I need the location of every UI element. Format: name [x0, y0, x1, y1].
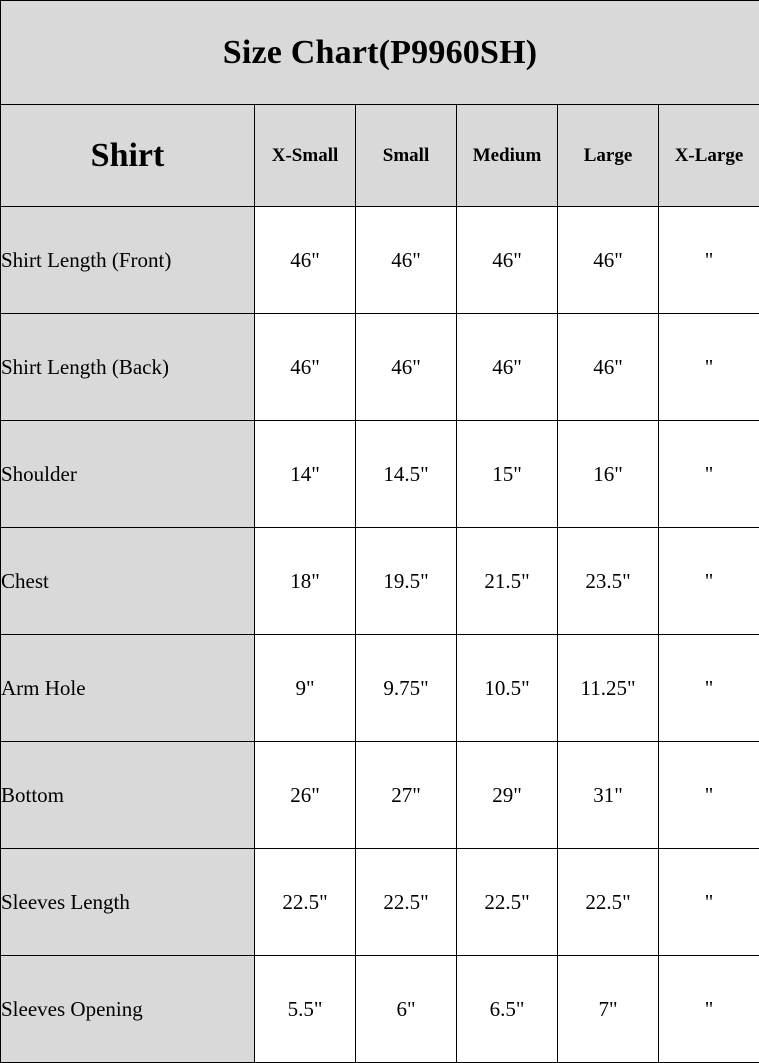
cell-value: 46"	[255, 207, 356, 314]
table-row	[1, 849, 759, 956]
cell-value: 6.5"	[457, 956, 558, 1063]
cell-value: 9.75"	[356, 635, 457, 742]
column-header-small: Small	[356, 105, 457, 207]
cell-value: 21.5"	[457, 528, 558, 635]
table-row	[1, 314, 759, 421]
table-row	[1, 528, 759, 635]
cell-value: 46"	[558, 314, 659, 421]
cell-value: "	[659, 314, 759, 421]
row-label-shirt-length-back: Shirt Length (Back)	[1, 314, 255, 421]
cell-value: "	[659, 635, 759, 742]
cell-value: 31"	[558, 742, 659, 849]
cell-value: 29"	[457, 742, 558, 849]
cell-value: 5.5"	[255, 956, 356, 1063]
title-row	[1, 1, 759, 105]
cell-value: "	[659, 421, 759, 528]
page-title: Size Chart(P9960SH)	[1, 1, 759, 105]
row-label-shirt-length-front: Shirt Length (Front)	[1, 207, 255, 314]
cell-value: 46"	[457, 314, 558, 421]
cell-value: 18"	[255, 528, 356, 635]
row-label-shoulder: Shoulder	[1, 421, 255, 528]
cell-value: 14"	[255, 421, 356, 528]
cell-value: 46"	[356, 207, 457, 314]
cell-value: "	[659, 742, 759, 849]
cell-value: "	[659, 528, 759, 635]
row-label-sleeves-length: Sleeves Length	[1, 849, 255, 956]
cell-value: 46"	[356, 314, 457, 421]
cell-value: 22.5"	[356, 849, 457, 956]
cell-value: "	[659, 207, 759, 314]
cell-value: "	[659, 956, 759, 1063]
table-row	[1, 207, 759, 314]
cell-value: 26"	[255, 742, 356, 849]
cell-value: 22.5"	[558, 849, 659, 956]
cell-value: 14.5"	[356, 421, 457, 528]
cell-value: 46"	[255, 314, 356, 421]
cell-value: 22.5"	[457, 849, 558, 956]
cell-value: 46"	[558, 207, 659, 314]
cell-value: 16"	[558, 421, 659, 528]
row-label-chest: Chest	[1, 528, 255, 635]
column-header-x-large: X-Large	[659, 105, 759, 207]
garment-label: Shirt	[1, 105, 255, 207]
table-row	[1, 956, 759, 1063]
cell-value: 19.5"	[356, 528, 457, 635]
table-row	[1, 635, 759, 742]
row-label-sleeves-opening: Sleeves Opening	[1, 956, 255, 1063]
cell-value: 7"	[558, 956, 659, 1063]
column-header-large: Large	[558, 105, 659, 207]
cell-value: "	[659, 849, 759, 956]
cell-value: 10.5"	[457, 635, 558, 742]
row-label-bottom: Bottom	[1, 742, 255, 849]
table-row	[1, 421, 759, 528]
cell-value: 9"	[255, 635, 356, 742]
cell-value: 22.5"	[255, 849, 356, 956]
cell-value: 27"	[356, 742, 457, 849]
row-label-arm-hole: Arm Hole	[1, 635, 255, 742]
table-row	[1, 742, 759, 849]
cell-value: 6"	[356, 956, 457, 1063]
header-row	[1, 105, 759, 207]
column-header-x-small: X-Small	[255, 105, 356, 207]
cell-value: 23.5"	[558, 528, 659, 635]
cell-value: 15"	[457, 421, 558, 528]
cell-value: 46"	[457, 207, 558, 314]
column-header-medium: Medium	[457, 105, 558, 207]
cell-value: 11.25"	[558, 635, 659, 742]
